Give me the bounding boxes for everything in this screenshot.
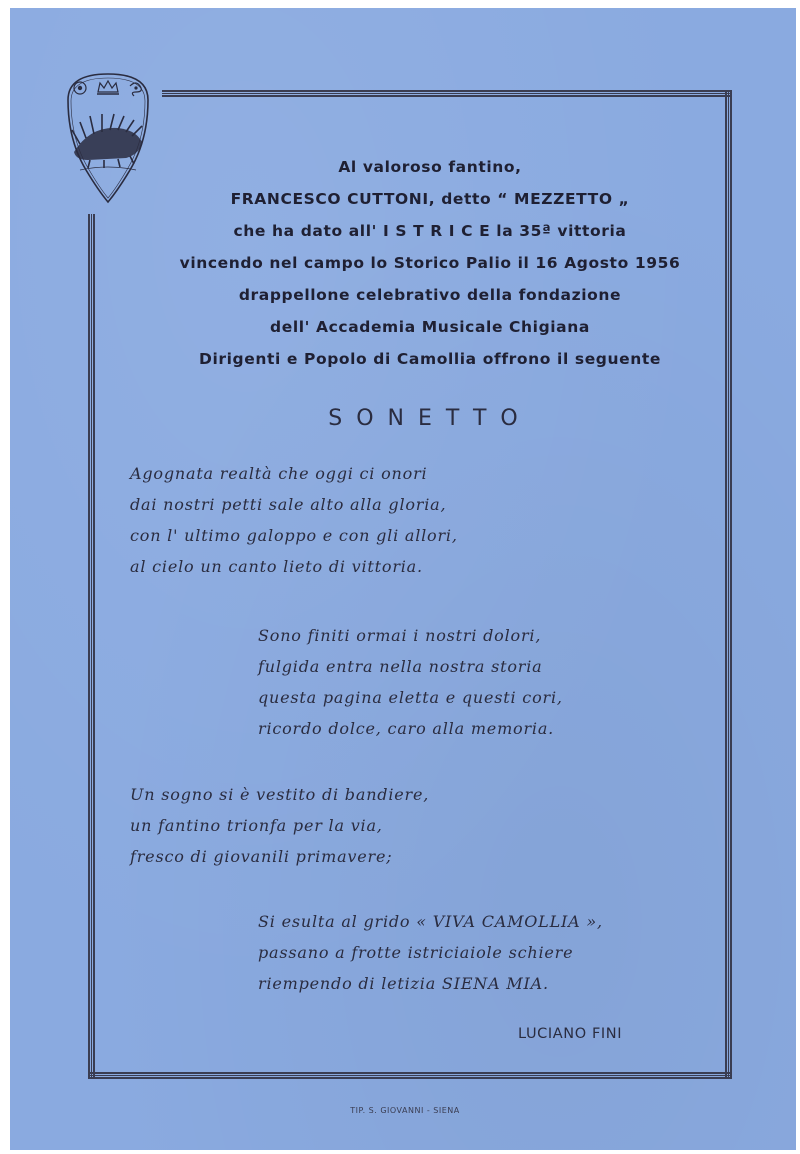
document-sheet [10,8,796,1150]
sonnet-title: SONETTO [328,406,532,431]
dedication-line: che ha dato all' I S T R I C E la 35ª vittoria [233,222,627,240]
author-signature: LUCIANO FINI [518,1026,623,1042]
verse-line: riempendo di letizia SIENA MIA. [258,974,549,993]
dedication-line: dell' Accademia Musicale Chigiana [270,318,590,336]
verse-line: ricordo dolce, caro alla memoria. [258,719,555,738]
verse-line: passano a frotte istriciaiole schiere [258,943,574,962]
verse-line: dai nostri petti sale alto alla gloria, [130,495,447,514]
left-border [88,214,95,1079]
verse-line: un fantino trionfa per la via, [130,816,383,835]
verse-line: Un sogno si è vestito di bandiere, [130,785,430,804]
porcupine-crest-icon [60,70,156,206]
verse-line: fresco di giovanili primavere; [130,847,393,866]
verse-line: questa pagina eletta e questi cori, [258,688,563,707]
verse-line: Agognata realtà che oggi ci onori [130,464,428,483]
verse-line: Sono finiti ormai i nostri dolori, [258,626,542,645]
verse-line: Si esulta al grido « VIVA CAMOLLIA », [258,912,603,931]
verse-line: al cielo un canto lieto di vittoria. [130,557,423,576]
verse-line: con l' ultimo galoppo e con gli allori, [130,526,458,545]
printer-imprint: TIP. S. GIOVANNI - SIENA [350,1106,460,1115]
dedication-line: Dirigenti e Popolo di Camollia offrono il seguente [198,350,662,368]
dedication-line: drappellone celebrativo della fondazione [238,286,622,304]
dedication-line: FRANCESCO CUTTONI, detto “ MEZZETTO „ [230,190,630,208]
verse-line: fulgida entra nella nostra storia [258,657,543,676]
top-border [162,90,732,97]
dedication-line: Al valoroso fantino, [338,158,522,176]
dedication-line: vincendo nel campo lo Storico Palio il 16 Agosto 1956 [179,254,681,272]
bottom-border [88,1072,732,1079]
